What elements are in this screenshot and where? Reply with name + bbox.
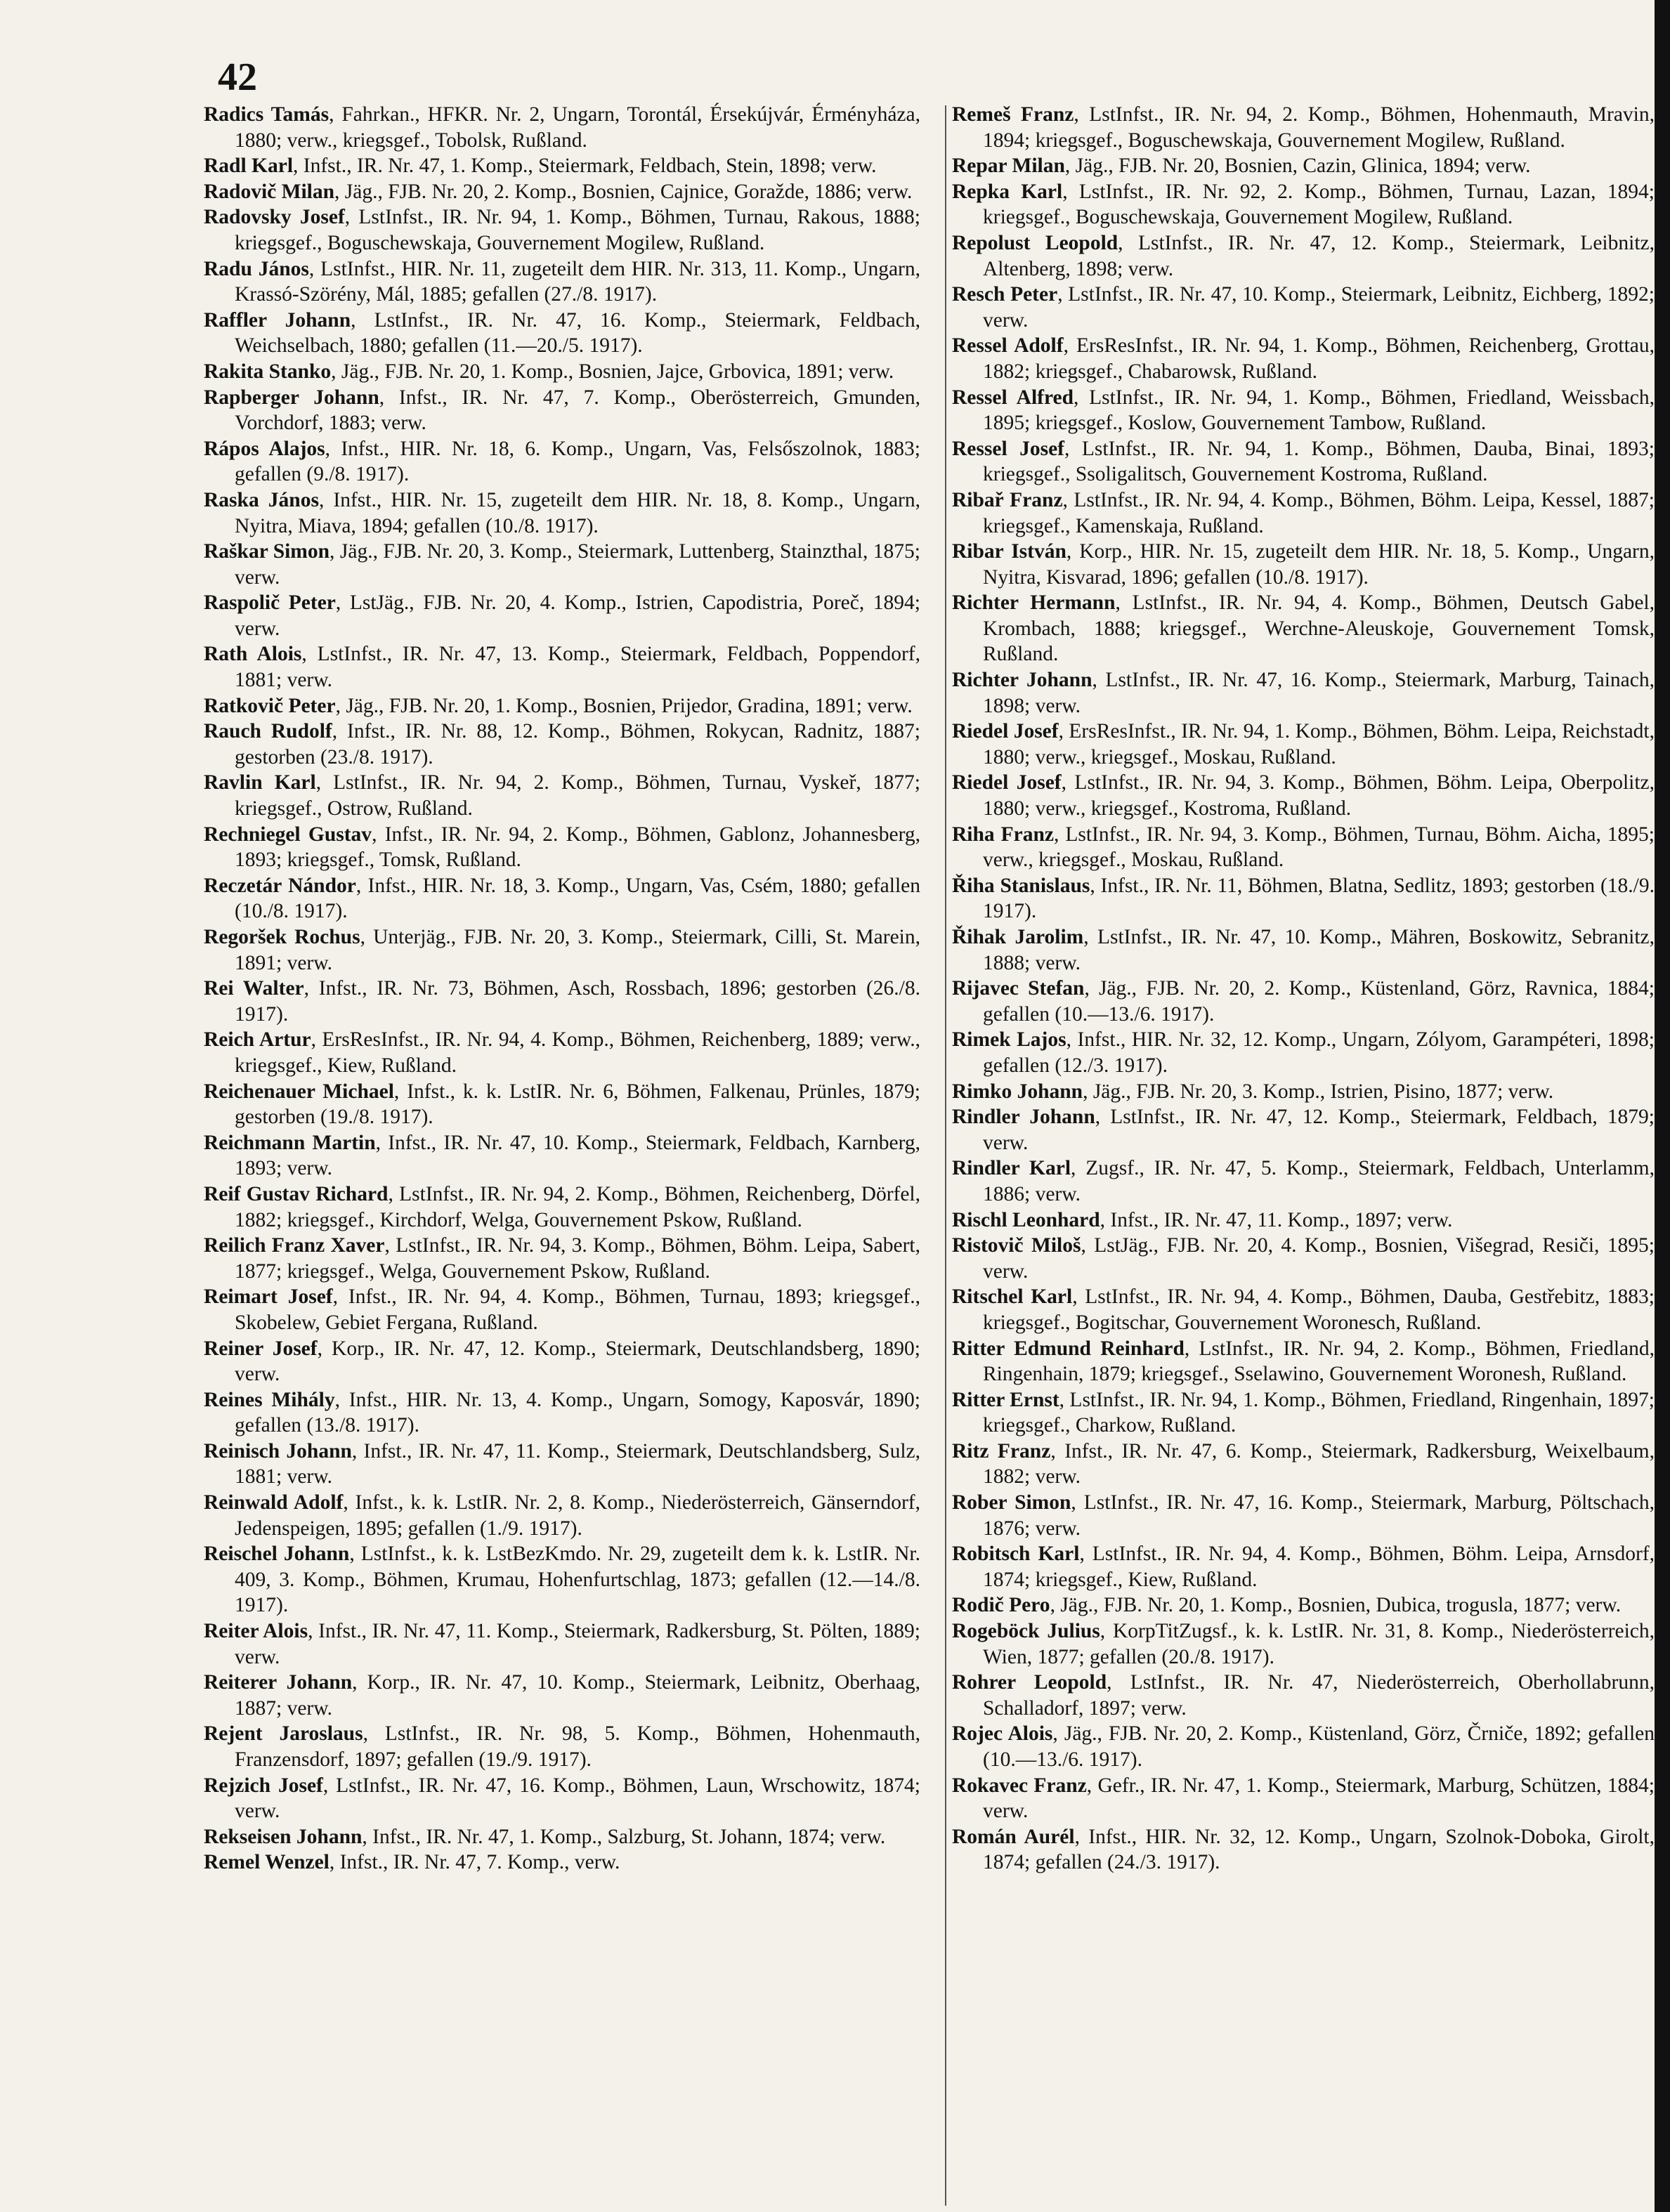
register-entry: [204, 822, 920, 873]
entry-details: , Infst., IR. Nr. 47, 11. Komp., 1897; verw.: [1100, 1208, 1453, 1231]
entry-details: , Infst., HIR. Nr. 32, 12. Komp., Ungarn, Zólyom, Garampéteri, 1898; gefallen (12./3. 1917).: [983, 1028, 1655, 1077]
entry-name: Rohrer Leopold: [952, 1671, 1107, 1694]
entry-name: Reilich Franz Xaver: [204, 1234, 385, 1257]
entry-name: Rapberger Johann: [204, 386, 379, 409]
entry-name: Radl Karl: [204, 155, 294, 178]
entry-name: Riedel Josef: [952, 720, 1059, 743]
entry-details: , LstJäg., FJB. Nr. 20, 4. Komp., Istrien, Capodistria, Poreč, 1894; verw.: [235, 591, 920, 640]
entry-name: Robitsch Karl: [952, 1543, 1080, 1566]
entry-details: , LstInfst., IR. Nr. 94, 4. Komp., Böhmen, Deutsch Gabel, Krombach, 1888; kriegsgef., Werchne-Aleuskoje, Gouvernement Tomsk, Rußland.: [983, 591, 1655, 666]
entry-name: Rechniegel Gustav: [204, 823, 372, 846]
entry-name: Rokavec Franz: [952, 1774, 1087, 1797]
entry-details: , ErsResInfst., IR. Nr. 94, 1. Komp., Böhmen, Reichenberg, Grottau, 1882; kriegsgef., Chabarowsk, Rußland.: [983, 334, 1655, 383]
entry-details: , Infst., IR. Nr. 47, 1. Komp., Salzburg, St. Johann, 1874; verw.: [362, 1825, 886, 1848]
entry-details: , Infst., IR. Nr. 11, Böhmen, Blatna, Sedlitz, 1893; gestorben (18./9. 1917).: [983, 874, 1655, 923]
register-entry: [952, 1233, 1655, 1284]
register-entry: [204, 1233, 920, 1284]
register-entry: [204, 1824, 920, 1850]
entry-details: , LstInfst., IR. Nr. 94, 3. Komp., Böhmen, Böhm. Leipa, Oberpolitz, 1880; verw., kriegsgef., Kostroma, Rußland.: [983, 771, 1655, 820]
register-entry: [204, 719, 920, 770]
column-divider: [945, 105, 946, 2206]
register-entry: [952, 1670, 1655, 1721]
entry-details: , LstInfst., IR. Nr. 94, 1. Komp., Böhmen, Friedland, Weissbach, 1895; kriegsgef., Koslow, Gouvernement Tambow, Rußland.: [983, 386, 1655, 435]
entry-name: Rimek Lajos: [952, 1028, 1066, 1052]
entry-details: , LstInfst., IR. Nr. 47, 16. Komp., Böhmen, Laun, Wrschowitz, 1874; verw.: [235, 1774, 920, 1823]
entry-details: , Infst., IR. Nr. 47, 10. Komp., Steiermark, Feldbach, Karnberg, 1893; verw.: [235, 1131, 920, 1180]
entry-name: Reines Mihály: [204, 1388, 335, 1411]
register-entry: [204, 1284, 920, 1335]
entry-name: Reif Gustav Richard: [204, 1182, 389, 1205]
register-entry: [204, 308, 920, 359]
register-entry: [952, 1541, 1655, 1592]
entry-details: , LstInfst., IR. Nr. 94, 2. Komp., Böhmen, Turnau, Vyskeř, 1877; kriegsgef., Ostrow, Rußland.: [235, 771, 921, 820]
entry-name: Rakita Stanko: [204, 360, 332, 383]
register-entry: [204, 1079, 920, 1130]
register-entry: [952, 153, 1655, 179]
entry-name: Ravlin Karl: [204, 771, 316, 794]
entry-details: , LstInfst., IR. Nr. 47, 10. Komp., Steiermark, Leibnitz, Eichberg, 1892; verw.: [983, 283, 1655, 332]
register-entry: [952, 1387, 1655, 1439]
register-entry: [204, 873, 920, 924]
entry-details: , LstInfst., IR. Nr. 98, 5. Komp., Böhmen, Hohenmauth, Franzensdorf, 1897; gefallen (19./9. 1917).: [235, 1722, 921, 1771]
entry-details: , Infst., IR. Nr. 47, 7. Komp., Oberösterreich, Gmunden, Vorchdorf, 1883; verw.: [235, 386, 920, 435]
register-entry: [952, 822, 1655, 873]
entry-name: Reischel Johann: [204, 1543, 350, 1566]
entry-details: , LstInfst., k. k. LstBezKmdo. Nr. 29, zugeteilt dem k. k. LstIR. Nr. 409, 3. Komp., Böhmen, Krumau, Hohenfurtschlag, 1873; gefallen (12.—14./8. 1917).: [235, 1543, 920, 1617]
entry-details: , ErsResInfst., IR. Nr. 94, 4. Komp., Böhmen, Reichenberg, 1889; verw., kriegsgef., Kiew, Rußland.: [235, 1028, 921, 1077]
register-entry: [952, 924, 1655, 976]
entry-name: Ristovič Miloš: [952, 1234, 1081, 1257]
entry-name: Rekseisen Johann: [204, 1825, 363, 1848]
entry-details: , Jäg., FJB. Nr. 20, 1. Komp., Bosnien, Dubica, trogusla, 1877; verw.: [1050, 1594, 1622, 1617]
entry-name: Rápos Alajos: [204, 437, 325, 460]
entry-details: , LstInfst., HIR. Nr. 11, zugeteilt dem HIR. Nr. 313, 11. Komp., Ungarn, Krassó-Szörény, Mál, 1885; gefallen (27./8. 1917).: [235, 257, 920, 306]
entry-details: , LstInfst., IR. Nr. 47, 16. Komp., Steiermark, Marburg, Pöltschach, 1876; verw.: [983, 1491, 1655, 1540]
register-entry: [204, 1439, 920, 1490]
entry-name: Radovič Milan: [204, 180, 335, 203]
entry-details: , LstInfst., IR. Nr. 47, Niederösterreich, Oberhollabrunn, Schalladorf, 1897; verw.: [983, 1671, 1655, 1720]
register-entry: [952, 1156, 1655, 1207]
register-entry: [204, 693, 920, 719]
register-entry: [952, 1618, 1655, 1670]
entry-details: , Infst., IR. Nr. 47, 11. Komp., Steiermark, Deutschlandsberg, Sulz, 1881; verw.: [235, 1439, 920, 1488]
entry-name: Resch Peter: [952, 283, 1058, 306]
right-column: [952, 102, 1655, 1876]
register-entry: [204, 385, 920, 436]
entry-name: Rath Alois: [204, 643, 302, 666]
entry-details: , Infst., IR. Nr. 47, 7. Komp., verw.: [329, 1851, 620, 1874]
entry-name: Rogeböck Julius: [952, 1620, 1100, 1643]
entry-name: Ratkovič Peter: [204, 694, 336, 717]
entry-details: , Gefr., IR. Nr. 47, 1. Komp., Steiermark, Marburg, Schützen, 1884; verw.: [983, 1774, 1655, 1823]
register-entry: [952, 1104, 1655, 1156]
entry-name: Radu János: [204, 257, 309, 280]
register-entry: [952, 590, 1655, 667]
entry-details: , Jäg., FJB. Nr. 20, 2. Komp., Bosnien, Cajnice, Goražde, 1886; verw.: [334, 180, 913, 203]
register-entry: [204, 1721, 920, 1772]
entry-details: , KorpTitZugsf., k. k. LstIR. Nr. 31, 8. Komp., Niederösterreich, Wien, 1877; gefallen (20./8. 1917).: [983, 1620, 1655, 1668]
entry-details: , LstInfst., IR. Nr. 47, 13. Komp., Steiermark, Feldbach, Poppendorf, 1881; verw.: [235, 643, 920, 692]
entry-name: Rober Simon: [952, 1491, 1071, 1514]
entry-name: Repka Karl: [952, 180, 1063, 203]
register-entry: [204, 1773, 920, 1824]
entry-details: , Infst., IR. Nr. 94, 2. Komp., Böhmen, Gablonz, Johannesberg, 1893; kriegsgef., Tomsk, Rußland.: [235, 823, 920, 872]
entry-name: Raffler Johann: [204, 308, 351, 332]
entry-details: , ErsResInfst., IR. Nr. 94, 1. Komp., Böhmen, Böhm. Leipa, Reichstadt, 1880; verw., kriegsgef., Moskau, Rußland.: [983, 720, 1655, 768]
entry-details: , Jäg., FJB. Nr. 20, 1. Komp., Bosnien, Prijedor, Gradina, 1891; verw.: [335, 694, 913, 717]
register-entry: [204, 359, 920, 385]
entry-name: Reinwald Adolf: [204, 1491, 344, 1514]
entry-name: Regoršek Rochus: [204, 926, 360, 948]
entry-name: Ressel Adolf: [952, 334, 1064, 358]
register-entry: [204, 1182, 920, 1233]
register-entry: [204, 204, 920, 256]
entry-details: , Infst., IR. Nr. 73, Böhmen, Asch, Rossbach, 1896; gestorben (26./8. 1917).: [235, 977, 920, 1026]
register-entry: [952, 102, 1655, 153]
entry-name: Repar Milan: [952, 155, 1065, 178]
entry-details: , Infst., HIR. Nr. 15, zugeteilt dem HIR. Nr. 18, 8. Komp., Ungarn, Nyitra, Miava, 1894; gefallen (10./8. 1917).: [235, 488, 921, 537]
register-entry: [204, 1027, 920, 1078]
register-entry: [204, 102, 920, 153]
register-entry: [204, 256, 920, 308]
entry-details: , Infst., IR. Nr. 47, 6. Komp., Steiermark, Radkersburg, Weixelbaum, 1882; verw.: [983, 1439, 1655, 1488]
entry-details: , LstInfst., IR. Nr. 94, 2. Komp., Böhmen, Reichenberg, Dörfel, 1882; kriegsgef., Kirchdorf, Welga, Gouvernement Pskow, Rußland.: [235, 1182, 921, 1231]
register-entry: [952, 1027, 1655, 1078]
entry-details: , LstInfst., IR. Nr. 94, 4. Komp., Böhmen, Böhm. Leipa, Kessel, 1887; kriegsgef., Kamenskaja, Rußland.: [983, 488, 1655, 537]
entry-details: , LstInfst., IR. Nr. 94, 2. Komp., Böhmen, Hohenmauth, Mravin, 1894; kriegsgef., Boguschewskaja, Gouvernement Mogilew, Rußland.: [983, 103, 1655, 152]
entry-name: Rodič Pero: [952, 1594, 1050, 1617]
entry-details: , Jäg., FJB. Nr. 20, 2. Komp., Küstenland, Görz, Ravnica, 1884; gefallen (10.—13./6. 1917).: [983, 977, 1655, 1026]
entry-details: , Infst., k. k. LstIR. Nr. 6, Böhmen, Falkenau, Prünles, 1879; gestorben (19./8. 1917).: [235, 1080, 920, 1129]
entry-name: Radovsky Josef: [204, 206, 345, 229]
register-entry: [952, 1773, 1655, 1824]
entry-name: Reiterer Johann: [204, 1671, 353, 1694]
register-entry: [204, 770, 920, 821]
entry-details: , LstInfst., IR. Nr. 47, 12. Komp., Steiermark, Feldbach, 1879; verw.: [983, 1106, 1655, 1154]
register-entry: [952, 667, 1655, 719]
entry-details: , Infst., IR. Nr. 47, 11. Komp., Steiermark, Radkersburg, St. Pölten, 1889; verw.: [235, 1620, 920, 1668]
entry-name: Radics Tamás: [204, 103, 330, 126]
entry-name: Remeš Franz: [952, 103, 1074, 126]
left-column: [204, 102, 920, 1876]
register-entry: [952, 230, 1655, 282]
entry-details: , Infst., HIR. Nr. 18, 6. Komp., Ungarn, Vas, Felsőszolnok, 1883; gefallen (9./8. 1917).: [235, 437, 920, 486]
register-entry: [952, 1824, 1655, 1876]
entry-details: , Fahrkan., HFKR. Nr. 2, Ungarn, Torontál, Érsekújvár, Érményháza, 1880; verw., kriegsgef., Tobolsk, Rußland.: [235, 103, 920, 152]
entry-details: , Jäg., FJB. Nr. 20, 2. Komp., Küstenland, Görz, Črniče, 1892; gefallen (10.—13./6. 1917).: [983, 1722, 1655, 1771]
register-entry: [204, 1618, 920, 1670]
entry-details: , LstInfst., IR. Nr. 94, 2. Komp., Böhmen, Friedland, Ringenhain, 1879; kriegsgef., Sselawino, Gouvernement Woronesh, Rußland.: [983, 1337, 1655, 1386]
entry-details: , Jäg., FJB. Nr. 20, 3. Komp., Steiermark, Luttenberg, Stainzthal, 1875; verw.: [235, 540, 920, 589]
register-entry: [204, 153, 920, 179]
register-entry: [952, 487, 1655, 539]
entry-name: Rejzich Josef: [204, 1774, 323, 1797]
register-entry: [952, 1208, 1655, 1233]
entry-name: Reichmann Martin: [204, 1131, 376, 1154]
entry-name: Román Aurél: [952, 1825, 1075, 1848]
entry-name: Ressel Alfred: [952, 386, 1074, 409]
entry-name: Řiha Stanislaus: [952, 874, 1090, 897]
entry-details: , Zugsf., IR. Nr. 47, 5. Komp., Steiermark, Feldbach, Unterlamm, 1886; verw.: [983, 1157, 1655, 1205]
entry-name: Ritter Ernst: [952, 1388, 1059, 1411]
register-entry: [952, 1336, 1655, 1387]
entry-name: Reich Artur: [204, 1028, 311, 1052]
register-entry: [952, 385, 1655, 436]
entry-details: , Infst., k. k. LstIR. Nr. 2, 8. Komp., Niederösterreich, Gänserndorf, Jedenspeigen, 1895; gefallen (1./9. 1917).: [235, 1491, 920, 1540]
entry-name: Řihak Jarolim: [952, 926, 1084, 948]
entry-name: Raškar Simon: [204, 540, 330, 563]
entry-details: , Infst., HIR. Nr. 13, 4. Komp., Ungarn, Somogy, Kaposvár, 1890; gefallen (13./8. 1917).: [235, 1388, 920, 1437]
entry-details: , Korp., HIR. Nr. 15, zugeteilt dem HIR. Nr. 18, 5. Komp., Ungarn, Nyitra, Kisvarad, 1896; gefallen (10./8. 1917).: [983, 540, 1655, 589]
register-entry: [204, 487, 920, 539]
entry-details: , Infst., IR. Nr. 47, 1. Komp., Steiermark, Feldbach, Stein, 1898; verw.: [293, 155, 877, 178]
entry-name: Remel Wenzel: [204, 1851, 330, 1874]
entry-name: Reichenauer Michael: [204, 1080, 394, 1103]
register-entry: [952, 770, 1655, 821]
register-entry: [952, 539, 1655, 590]
entry-name: Riedel Josef: [952, 771, 1062, 794]
entry-details: , Infst., HIR. Nr. 32, 12. Komp., Ungarn, Szolnok-Doboka, Girolt, 1874; gefallen (24./3. 1917).: [983, 1825, 1655, 1874]
entry-name: Rei Walter: [204, 977, 304, 1000]
entry-details: , Jäg., FJB. Nr. 20, Bosnien, Cazin, Glinica, 1894; verw.: [1064, 155, 1531, 178]
entry-details: , Jäg., FJB. Nr. 20, 3. Komp., Istrien, Pisino, 1877; verw.: [1083, 1080, 1554, 1103]
scan-edge: [1655, 0, 1670, 2212]
entry-details: , LstInfst., IR. Nr. 47, 12. Komp., Steiermark, Leibnitz, Altenberg, 1898; verw.: [983, 231, 1655, 280]
entry-details: , Korp., IR. Nr. 47, 10. Komp., Steiermark, Leibnitz, Oberhaag, 1887; verw.: [235, 1671, 920, 1720]
entry-name: Rindler Johann: [952, 1106, 1095, 1129]
entry-name: Rijavec Stefan: [952, 977, 1085, 1000]
register-entry: [952, 436, 1655, 487]
entry-name: Ribar István: [952, 540, 1066, 563]
entry-name: Reiner Josef: [204, 1337, 318, 1360]
entry-details: , LstInfst., IR. Nr. 92, 2. Komp., Böhmen, Turnau, Lazan, 1894; kriegsgef., Boguschewskaja, Gouvernement Mogilew, Rußland.: [983, 180, 1655, 229]
register-entry: [952, 282, 1655, 333]
entry-name: Reczetár Nándor: [204, 874, 356, 897]
register-entry: [204, 1130, 920, 1182]
entry-details: , Infst., IR. Nr. 94, 4. Komp., Böhmen, Turnau, 1893; kriegsgef., Skobelew, Gebiet Fergana, Rußland.: [235, 1285, 920, 1334]
register-entry: [952, 333, 1655, 384]
register-entry: [204, 590, 920, 641]
entry-name: Raspolič Peter: [204, 591, 336, 615]
register-entry: [204, 1541, 920, 1618]
register-entry: [204, 539, 920, 590]
entry-name: Reimart Josef: [204, 1285, 333, 1309]
entry-details: , Infst., HIR. Nr. 18, 3. Komp., Ungarn, Vas, Csém, 1880; gefallen (10./8. 1917).: [235, 874, 920, 923]
entry-details: , Unterjäg., FJB. Nr. 20, 3. Komp., Steiermark, Cilli, St. Marein, 1891; verw.: [235, 926, 920, 974]
entry-details: , LstInfst., IR. Nr. 94, 3. Komp., Böhmen, Böhm. Leipa, Sabert, 1877; kriegsgef., Welga, Gouvernement Pskow, Rußland.: [235, 1234, 921, 1283]
entry-details: , LstInfst., IR. Nr. 94, 4. Komp., Böhmen, Dauba, Gestřebitz, 1883; kriegsgef., Bogitschar, Gouvernement Woronesch, Rußland.: [983, 1285, 1655, 1334]
entry-details: , LstInfst., IR. Nr. 94, 1. Komp., Böhmen, Dauba, Binai, 1893; kriegsgef., Ssoligalitsch, Gouvernement Kostroma, Rußland.: [983, 437, 1655, 486]
register-entry: [952, 1490, 1655, 1541]
entry-name: Ritschel Karl: [952, 1285, 1073, 1309]
entry-details: , Korp., IR. Nr. 47, 12. Komp., Steiermark, Deutschlandsberg, 1890; verw.: [235, 1337, 920, 1386]
entry-details: , LstInfst., IR. Nr. 47, 10. Komp., Mähren, Boskowitz, Sebranitz, 1888; verw.: [983, 926, 1655, 974]
entry-name: Repolust Leopold: [952, 231, 1118, 254]
register-entry: [952, 719, 1655, 770]
register-entry: [204, 1670, 920, 1721]
register-entry: [204, 1336, 920, 1387]
register-entry: [204, 924, 920, 976]
entry-name: Richter Hermann: [952, 591, 1116, 615]
entry-name: Rojec Alois: [952, 1722, 1053, 1746]
entry-name: Reinisch Johann: [204, 1439, 352, 1462]
entry-name: Rimko Johann: [952, 1080, 1083, 1103]
entry-name: Rischl Leonhard: [952, 1208, 1100, 1231]
entry-name: Rauch Rudolf: [204, 720, 332, 743]
register-entry: [204, 436, 920, 487]
entry-name: Ritter Edmund Reinhard: [952, 1337, 1185, 1360]
register-entry: [204, 1490, 920, 1541]
register-entry: [952, 873, 1655, 924]
entry-name: Reiter Alois: [204, 1620, 308, 1643]
page-number: 42: [218, 55, 257, 99]
entry-name: Riha Franz: [952, 823, 1054, 846]
entry-details: , LstInfst., IR. Nr. 94, 1. Komp., Böhmen, Friedland, Ringenhain, 1897; kriegsgef., Charkow, Rußland.: [983, 1388, 1655, 1437]
entry-name: Raska János: [204, 488, 319, 511]
entry-details: , Infst., IR. Nr. 88, 12. Komp., Böhmen, Rokycan, Radnitz, 1887; gestorben (23./8. 1917).: [235, 720, 920, 768]
entry-details: , LstInfst., IR. Nr. 94, 1. Komp., Böhmen, Turnau, Rakous, 1888; kriegsgef., Boguschewskaja, Gouvernement Mogilew, Rußland.: [235, 206, 920, 254]
register-entry: [952, 1592, 1655, 1618]
entry-name: Rindler Karl: [952, 1157, 1071, 1180]
entry-name: Ritz Franz: [952, 1439, 1051, 1462]
register-entry: [204, 179, 920, 205]
register-entry: [204, 641, 920, 693]
register-entry: [952, 179, 1655, 230]
register-entry: [204, 1850, 920, 1876]
entry-details: , LstInfst., IR. Nr. 47, 16. Komp., Steiermark, Marburg, Tainach, 1898; verw.: [983, 669, 1655, 717]
register-entry: [952, 1079, 1655, 1105]
entry-name: Rejent Jaroslaus: [204, 1722, 363, 1746]
register-entry: [204, 976, 920, 1027]
entry-details: , LstJäg., FJB. Nr. 20, 4. Komp., Bosnien, Višegrad, Resiči, 1895; verw.: [983, 1234, 1655, 1283]
entry-name: Ribař Franz: [952, 488, 1063, 511]
entry-details: , LstInfst., IR. Nr. 94, 3. Komp., Böhmen, Turnau, Böhm. Aicha, 1895; verw., kriegsgef., Moskau, Rußland.: [983, 823, 1655, 872]
entry-name: Richter Johann: [952, 669, 1092, 692]
entry-details: , Jäg., FJB. Nr. 20, 1. Komp., Bosnien, Jajce, Grbovica, 1891; verw.: [331, 360, 894, 383]
register-entry: [204, 1387, 920, 1439]
register-entry: [952, 1721, 1655, 1772]
entry-details: , LstInfst., IR. Nr. 94, 4. Komp., Böhmen, Böhm. Leipa, Arnsdorf, 1874; kriegsgef., Kiew, Rußland.: [983, 1543, 1655, 1591]
entry-details: , LstInfst., IR. Nr. 47, 16. Komp., Steiermark, Feldbach, Weichselbach, 1880; gefallen (11.—20./5. 1917).: [235, 308, 920, 358]
entry-name: Ressel Josef: [952, 437, 1065, 460]
register-entry: [952, 1284, 1655, 1335]
register-entry: [952, 1439, 1655, 1490]
register-entry: [952, 976, 1655, 1027]
